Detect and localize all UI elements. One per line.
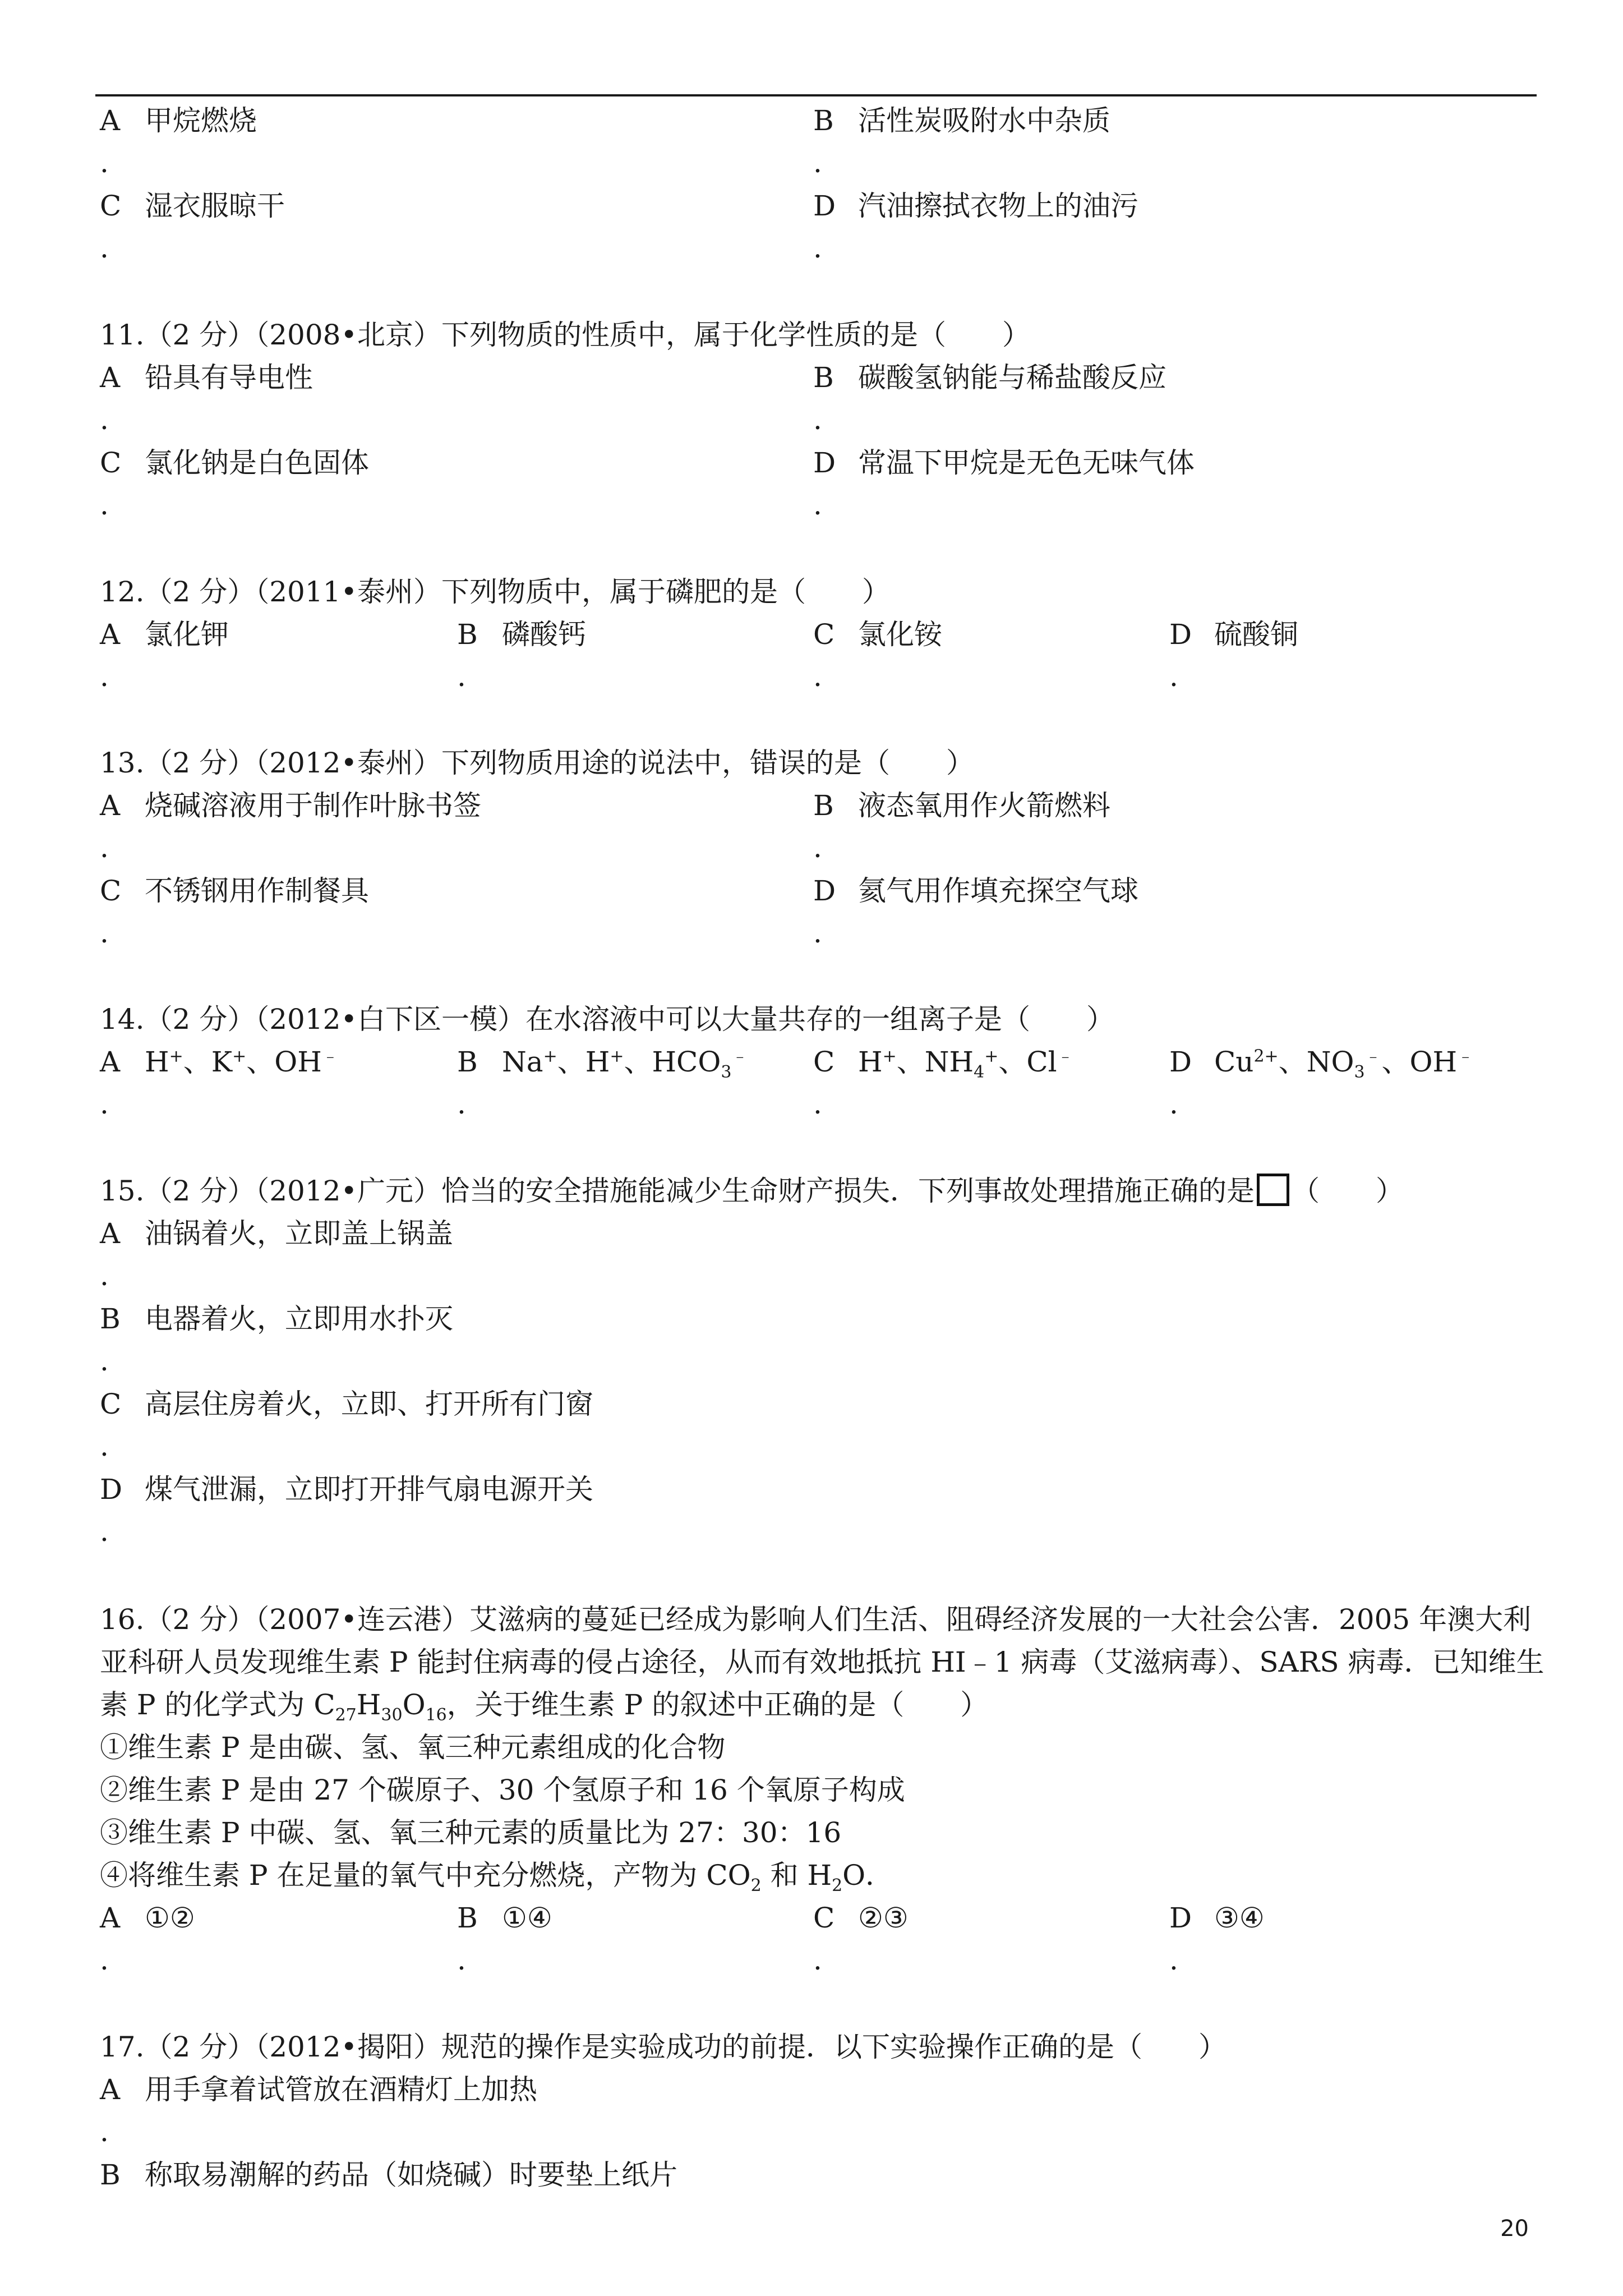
q11-stem: 11.（2 分）（2008•北京）下列物质的性质中，属于化学性质的是（ ） [100, 319, 1030, 351]
q14-option-c: C H+、$NH_4^+$、Cl﹣ [813, 1046, 1074, 1082]
q12-option-a: A 氯化钾 [100, 618, 229, 651]
q13-option-d: D 氦气用作填充探空气球 [813, 875, 1138, 907]
q12-option-c: C 氯化铵 [813, 618, 942, 651]
q14-option-b: B Na+、H+、$HCO_3^﹣$ [457, 1046, 749, 1082]
q15-option-a: A 油锅着火，立即盖上锅盖 [100, 1217, 453, 1250]
q14-option-a: A H+、K+、OH﹣ [100, 1046, 339, 1078]
q16-option-a: A ①② [100, 1902, 195, 1934]
q16-item-3: ③维生素 P 中碳、氢、氧三种元素的质量比为 27：30：16 [100, 1816, 842, 1849]
q13-option-b: B 液态氧用作火箭燃料 [813, 789, 1110, 822]
q12-option-d: D 硫酸铜 [1169, 618, 1298, 651]
q13-stem: 13.（2 分）（2012•泰州）下列物质用途的说法中，错误的是（ ） [100, 747, 974, 779]
q16-option-c: C ②③ [813, 1902, 909, 1934]
q12-option-b: B 磷酸钙 [457, 618, 586, 651]
header-rule [95, 94, 1537, 96]
q16-stem-line1: 16.（2 分）（2007•连云港）艾滋病的蔓延已经成为影响人们生活、阻碍经济发展的一大社会公害．2005 年澳大利 [100, 1603, 1532, 1636]
q17-option-a: A 用手拿着试管放在酒精灯上加热 [100, 2073, 537, 2106]
q12-stem: 12.（2 分）（2011•泰州）下列物质中，属于磷肥的是（ ） [100, 576, 890, 608]
q11-option-c: C 氯化钠是白色固体 [100, 447, 369, 479]
q13-option-a: A 烧碱溶液用于制作叶脉书签 [100, 789, 481, 822]
q11-option-b: B 碳酸氢钠能与稀盐酸反应 [813, 361, 1166, 394]
q11-option-a: A 铅具有导电性 [100, 361, 313, 394]
q14-stem: 14.（2 分）（2012•白下区一模）在水溶液中可以大量共存的一组离子是（ ） [100, 1003, 1114, 1036]
q17-option-b: B 称取易潮解的药品（如烧碱）时要垫上纸片 [100, 2159, 677, 2191]
page-number: 20 [1500, 2216, 1529, 2242]
q14-option-d: D $Cu^{2+}$、$NO_3^﹣$、OH﹣ [1169, 1046, 1474, 1082]
q13-option-c: C 不锈钢用作制餐具 [100, 875, 369, 907]
q15-option-d: D 煤气泄漏，立即打开排气扇电源开关 [100, 1473, 593, 1506]
q16-item-2: ②维生素 P 是由 27 个碳原子、30 个氢原子和 16 个氧原子构成 [100, 1774, 905, 1806]
q16-option-b: B ①④ [457, 1902, 552, 1934]
q16-item-1: ①维生素 P 是由碳、氢、氧三种元素组成的化合物 [100, 1731, 726, 1764]
q10-option-a: A 甲烷燃烧 [100, 104, 257, 137]
q16-item-4: ④将维生素 P 在足量的氧气中充分燃烧，产物为 $CO_2$ 和 $H_2O$． [100, 1859, 894, 1895]
q10-option-b: B 活性炭吸附水中杂质 [813, 104, 1110, 137]
q16-stem-line2: 亚科研人员发现维生素 P 能封住病毒的侵占途径，从而有效地抵抗 HI﹣1 病毒（艾滋病毒）、SARS 病毒．已知维生 [100, 1646, 1544, 1678]
q11-option-d: D 常温下甲烷是无色无味气体 [813, 447, 1195, 479]
q16-stem-line3: 素 P 的化学式为 $C_{27}H_{30}O_{16}$，关于维生素 P 的叙述中正确的是（ ） [100, 1688, 989, 1725]
q10-option-c: C 湿衣服晾干 [100, 190, 285, 222]
q16-option-d: D ③④ [1169, 1902, 1265, 1934]
q15-stem: 15.（2 分）（2012•广元）恰当的安全措施能减少生命财产损失．下列事故处理措施正确的是 （ ） [100, 1175, 1404, 1207]
q17-stem: 17.（2 分）（2012•揭阳）规范的操作是实验成功的前提．以下实验操作正确的是（ ） [100, 2031, 1227, 2063]
q15-option-b: B 电器着火，立即用水扑灭 [100, 1303, 453, 1335]
q10-option-d: D 汽油擦拭衣物上的油污 [813, 190, 1138, 222]
q15-option-c: C 高层住房着火，立即、打开所有门窗 [100, 1388, 593, 1420]
answer-box [1257, 1174, 1289, 1206]
